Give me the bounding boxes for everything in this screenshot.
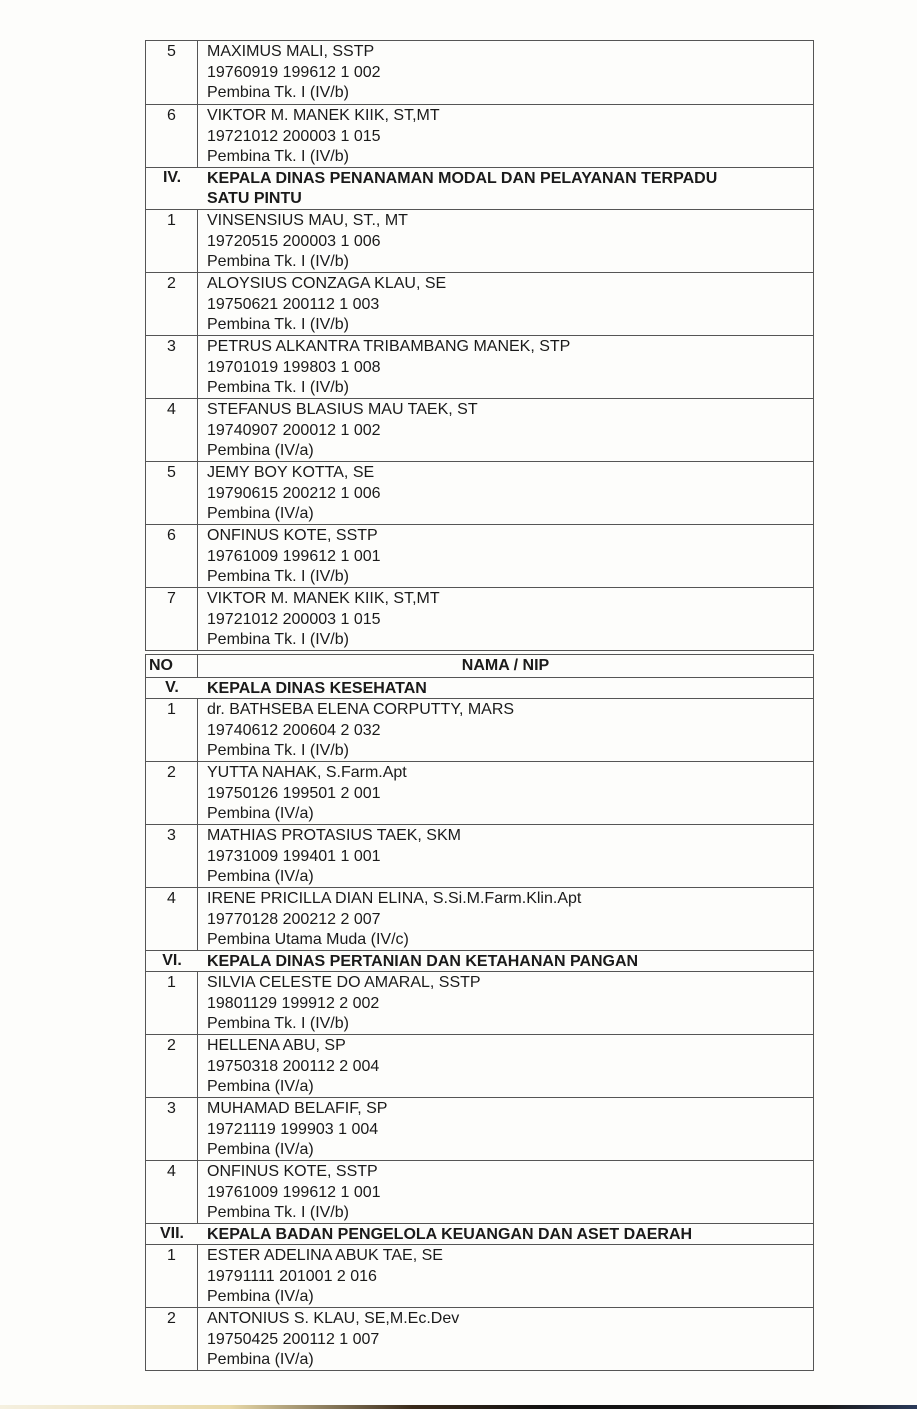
table-row	[146, 887, 813, 950]
nama-nip-cell	[198, 588, 813, 650]
official-name: ONFINUS KOTE, SSTP	[207, 527, 378, 544]
official-rank: Pembina (IV/a)	[207, 805, 314, 822]
row-number: 2	[146, 762, 198, 824]
row-number: 1	[146, 699, 198, 761]
row-number: 4	[146, 888, 198, 950]
section-title-line: KEPALA DINAS KESEHATAN	[207, 680, 427, 697]
section-title-line: SATU PINTU	[207, 190, 302, 207]
table-row	[146, 272, 813, 335]
section-title	[198, 168, 813, 209]
official-name: MAXIMUS MALI, SSTP	[207, 43, 375, 60]
official-rank: Pembina Tk. I (IV/b)	[207, 568, 349, 585]
nama-nip-cell	[198, 105, 813, 167]
row-number: 5	[146, 41, 198, 104]
official-name: VINSENSIUS MAU, ST., MT	[207, 212, 408, 229]
nama-nip-cell	[198, 888, 813, 950]
official-nip: 19721119 199903 1 004	[207, 1120, 379, 1138]
table-row	[146, 335, 813, 398]
official-rank: Pembina (IV/a)	[207, 1288, 314, 1305]
row-number: 4	[146, 399, 198, 461]
official-rank: Pembina Tk. I (IV/b)	[207, 148, 349, 165]
nama-nip-cell	[198, 1161, 813, 1223]
table-row	[146, 698, 813, 761]
section-title	[198, 951, 813, 971]
section-title-line: KEPALA BADAN PENGELOLA KEUANGAN DAN ASET DAERAH	[207, 1226, 693, 1243]
section-number: V.	[165, 679, 179, 696]
table-row	[146, 524, 813, 587]
official-nip: 19720515 200003 1 006	[207, 232, 381, 250]
official-rank: Pembina (IV/a)	[207, 505, 314, 522]
official-rank: Pembina Tk. I (IV/b)	[207, 316, 349, 333]
official-name: YUTTA NAHAK, S.Farm.Apt	[207, 764, 407, 781]
row-number: 1	[146, 210, 198, 272]
scan-edge-strip	[0, 1405, 917, 1409]
nama-nip-cell	[198, 699, 813, 761]
header-nama-nip: NAMA / NIP	[461, 657, 550, 674]
official-name: ALOYSIUS CONZAGA KLAU, SE	[207, 275, 447, 292]
row-number: 2	[146, 1035, 198, 1097]
official-name: IRENE PRICILLA DIAN ELINA, S.Si.M.Farm.Klin.Apt	[207, 890, 582, 907]
official-name: VIKTOR M. MANEK KIIK, ST,MT	[207, 107, 440, 124]
official-name: STEFANUS BLASIUS MAU TAEK, ST	[207, 401, 478, 418]
row-number: 1	[146, 1245, 198, 1307]
official-nip: 19761009 199612 1 001	[207, 1183, 381, 1201]
section-title	[198, 1224, 813, 1244]
official-rank: Pembina (IV/a)	[207, 1351, 314, 1368]
table-row	[146, 587, 813, 650]
nama-nip-cell	[198, 1308, 813, 1370]
table-row	[146, 41, 813, 104]
official-name: MUHAMAD BELAFIF, SP	[207, 1100, 388, 1117]
official-name: dr. BATHSEBA ELENA CORPUTTY, MARS	[207, 701, 515, 718]
section-number: VII.	[159, 1225, 184, 1242]
official-rank: Pembina (IV/a)	[207, 442, 314, 459]
official-name: SILVIA CELESTE DO AMARAL, SSTP	[207, 974, 481, 991]
official-name: MATHIAS PROTASIUS TAEK, SKM	[207, 827, 461, 844]
officials-table-part-1	[145, 40, 814, 651]
official-nip: 19721012 200003 1 015	[207, 610, 381, 628]
table-row	[146, 1160, 813, 1223]
official-nip: 19740612 200604 2 032	[207, 721, 381, 739]
official-name: ANTONIUS S. KLAU, SE,M.Ec.Dev	[207, 1310, 460, 1327]
section-number: VI.	[162, 952, 182, 969]
section-title-line: KEPALA DINAS PERTANIAN DAN KETAHANAN PANGAN	[207, 953, 639, 970]
official-nip: 19791111 201001 2 016	[207, 1267, 377, 1285]
row-number: 2	[146, 273, 198, 335]
nama-nip-cell	[198, 462, 813, 524]
row-number: 6	[146, 525, 198, 587]
nama-nip-cell	[198, 273, 813, 335]
officials-table-part-2	[145, 654, 814, 1371]
official-name: ONFINUS KOTE, SSTP	[207, 1163, 378, 1180]
official-rank: Pembina Tk. I (IV/b)	[207, 253, 349, 270]
official-nip: 19721012 200003 1 015	[207, 127, 381, 145]
row-number: 3	[146, 336, 198, 398]
official-name: JEMY BOY KOTTA, SE	[207, 464, 375, 481]
official-nip: 19790615 200212 1 006	[207, 484, 381, 502]
section-row	[146, 677, 813, 698]
table-row	[146, 1097, 813, 1160]
row-number: 4	[146, 1161, 198, 1223]
official-nip: 19750318 200112 2 004	[207, 1057, 380, 1075]
row-number: 2	[146, 1308, 198, 1370]
nama-nip-cell	[198, 41, 813, 104]
row-number: 5	[146, 462, 198, 524]
official-rank: Pembina Tk. I (IV/b)	[207, 631, 349, 648]
table-row	[146, 1034, 813, 1097]
table-row	[146, 461, 813, 524]
section-title	[198, 678, 813, 698]
table-header-row	[146, 655, 813, 677]
section-number: IV.	[162, 169, 182, 186]
official-name: ESTER ADELINA ABUK TAE, SE	[207, 1247, 443, 1264]
official-rank: Pembina Utama Muda (IV/c)	[207, 931, 409, 948]
official-nip: 19750621 200112 1 003	[207, 295, 380, 313]
official-rank: Pembina (IV/a)	[207, 868, 314, 885]
official-nip: 19701019 199803 1 008	[207, 358, 381, 376]
row-number: 7	[146, 588, 198, 650]
official-rank: Pembina Tk. I (IV/b)	[207, 1204, 349, 1221]
row-number: 1	[146, 972, 198, 1034]
table-row	[146, 1307, 813, 1370]
official-rank: Pembina Tk. I (IV/b)	[207, 379, 349, 396]
official-nip: 19731009 199401 1 001	[207, 847, 381, 865]
row-number: 6	[146, 105, 198, 167]
nama-nip-cell	[198, 825, 813, 887]
official-nip: 19740907 200012 1 002	[207, 421, 381, 439]
official-name: PETRUS ALKANTRA TRIBAMBANG MANEK, STP	[207, 338, 571, 355]
official-name: VIKTOR M. MANEK KIIK, ST,MT	[207, 590, 440, 607]
nama-nip-cell	[198, 525, 813, 587]
nama-nip-cell	[198, 762, 813, 824]
official-name: HELLENA ABU, SP	[207, 1037, 346, 1054]
table-row	[146, 104, 813, 167]
nama-nip-cell	[198, 1098, 813, 1160]
nama-nip-cell	[198, 1245, 813, 1307]
official-nip: 19761009 199612 1 001	[207, 547, 381, 565]
official-nip: 19750425 200112 1 007	[207, 1330, 380, 1348]
nama-nip-cell	[198, 336, 813, 398]
official-rank: Pembina (IV/a)	[207, 1078, 314, 1095]
table-row	[146, 971, 813, 1034]
official-rank: Pembina Tk. I (IV/b)	[207, 84, 349, 101]
official-rank: Pembina (IV/a)	[207, 1141, 314, 1158]
table-row	[146, 398, 813, 461]
nama-nip-cell	[198, 399, 813, 461]
section-title-line: KEPALA DINAS PENANAMAN MODAL DAN PELAYANAN TERPADU	[207, 170, 718, 187]
table-row	[146, 761, 813, 824]
table-row	[146, 1244, 813, 1307]
nama-nip-cell	[198, 1035, 813, 1097]
official-nip: 19770128 200212 2 007	[207, 910, 381, 928]
official-rank: Pembina Tk. I (IV/b)	[207, 1015, 349, 1032]
section-row	[146, 167, 813, 209]
header-no: NO	[146, 655, 198, 677]
official-nip: 19760919 199612 1 002	[207, 63, 381, 81]
nama-nip-cell	[198, 210, 813, 272]
official-nip: 19750126 199501 2 001	[207, 784, 381, 802]
official-rank: Pembina Tk. I (IV/b)	[207, 742, 349, 759]
section-row	[146, 950, 813, 971]
row-number: 3	[146, 1098, 198, 1160]
nama-nip-cell	[198, 972, 813, 1034]
table-row	[146, 209, 813, 272]
section-row	[146, 1223, 813, 1244]
official-nip: 19801129 199912 2 002	[207, 994, 380, 1012]
row-number: 3	[146, 825, 198, 887]
table-row	[146, 824, 813, 887]
